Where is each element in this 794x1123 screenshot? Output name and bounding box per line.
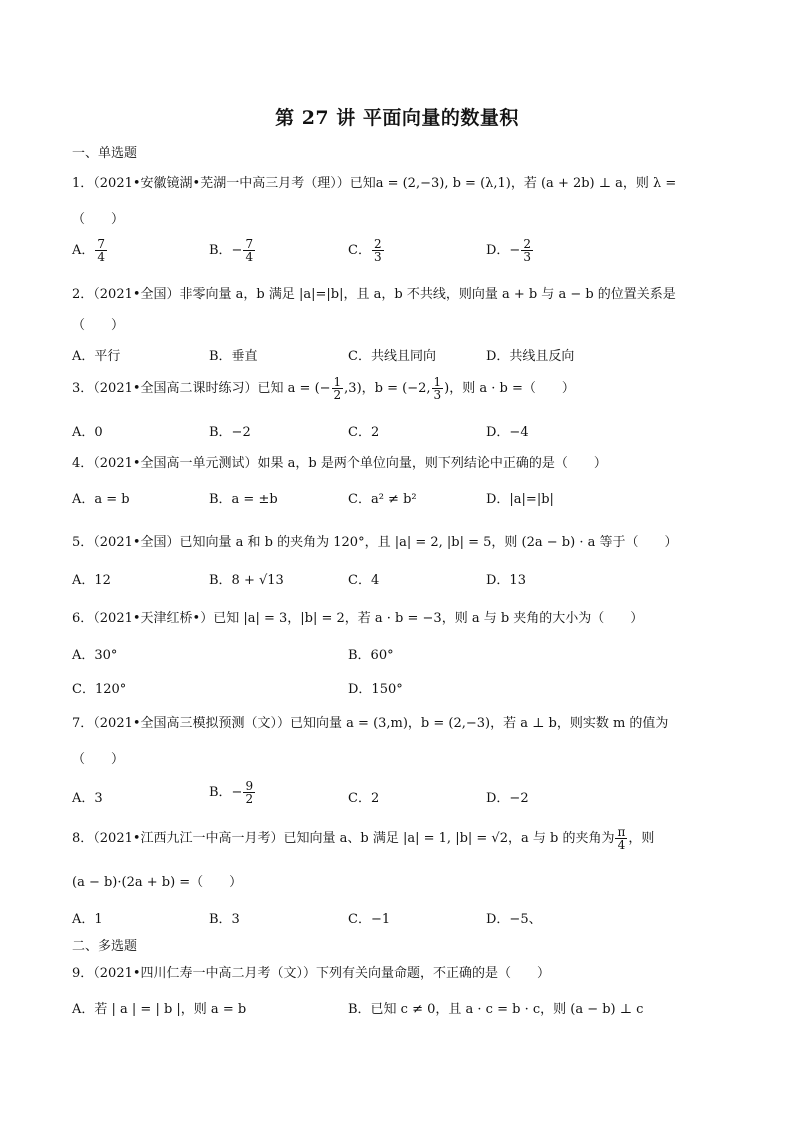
question-8-stem [72, 826, 654, 851]
question-8-text-post: ，则 [628, 831, 655, 846]
denominator: 4 [245, 250, 254, 264]
option-label: C． [348, 243, 371, 258]
question-1-math: a = (2,−3), b = (λ,1)，若 (a + 2b) ⊥ a，则 λ = [375, 176, 677, 191]
denominator: 2 [245, 792, 254, 806]
question-7-option-b [209, 780, 256, 805]
denominator: 4 [617, 838, 626, 852]
question-6-option-a: A．30° [72, 648, 118, 663]
question-3-text-post: )，则 a · b =（ ） [444, 381, 575, 396]
question-7-option-d: D．−2 [486, 791, 529, 806]
question-3-option-b: B．−2 [209, 425, 251, 440]
question-2-option-b: B．垂直 [209, 349, 258, 364]
denominator: 3 [523, 250, 531, 264]
question-4-stem: 4．（2021•全国高一单元测试）如果 a，b 是两个单位向量，则下列结论中正确的是（ ） [72, 456, 607, 471]
question-5-option-b: B．8 + √13 [209, 573, 284, 588]
question-3-option-a: A．0 [72, 425, 103, 440]
question-6-option-d: D．150° [348, 682, 403, 697]
question-1-option-a [72, 238, 108, 263]
question-3-stem [72, 376, 575, 401]
question-3-option-c: C．2 [348, 425, 380, 440]
denominator: 2 [333, 388, 342, 402]
numerator: 1 [333, 375, 342, 389]
question-6-option-b: B．60° [348, 648, 394, 663]
question-2-option-d: D．共线且反向 [486, 349, 575, 364]
question-3-text-mid: ,3)，b = (−2, [344, 381, 431, 396]
fraction [243, 238, 255, 263]
question-5-stem: 5．（2021•全国）已知向量 a 和 b 的夹角为 120°，且 |a| = 2, |b| = 5，则 (2a − b) · a 等于（ ） [72, 535, 678, 550]
question-6-option-c: C．120° [72, 682, 127, 697]
question-4-option-b: B．a = ±b [209, 492, 278, 507]
question-9-stem: 9．（2021•四川仁寿一中高二月考（文））下列有关向量命题，不正确的是（ ） [72, 966, 551, 981]
question-1-text: 1．（2021•安徽镜湖•芜湖一中高三月考（理））已知 [72, 176, 376, 191]
fraction [332, 376, 344, 401]
denominator: 3 [373, 250, 382, 264]
question-4-option-c: C．a² ≠ b² [348, 492, 417, 507]
question-4-option-d: D．|a|=|b| [486, 492, 554, 507]
fraction [521, 238, 533, 263]
numerator: 7 [245, 237, 254, 251]
question-9-option-a: A．若 | a | = | b |，则 a = b [72, 1002, 247, 1017]
question-7-stem: 7．（2021•全国高三模拟预测（文））已知向量 a = (3,m)，b = (2,−3)，若 a ⊥ b，则实数 m 的值为 [72, 716, 669, 731]
denominator: 4 [97, 250, 106, 264]
question-6-stem: 6．（2021•天津红桥•）已知 |a| = 3，|b| = 2，若 a · b = −3，则 a 与 b 夹角的大小为（ ） [72, 611, 644, 626]
question-7-option-c: C．2 [348, 791, 380, 806]
question-7-blank: （ ） [72, 752, 125, 767]
question-5-option-a: A．12 [72, 573, 111, 588]
question-8-option-b: B．3 [209, 912, 240, 927]
option-label: B．− [209, 785, 243, 800]
numerator: π [617, 825, 626, 839]
question-5-option-c: C．4 [348, 573, 380, 588]
fraction [243, 780, 255, 805]
page-title: 第 27 讲 平面向量的数量积 [275, 107, 519, 129]
option-label: D．− [486, 243, 521, 258]
question-3-text: 3．（2021•全国高二课时练习）已知 a = (− [72, 381, 331, 396]
question-1-option-d [486, 238, 534, 263]
section-multiple-choice: 二、多选题 [72, 939, 138, 954]
question-7-option-a: A．3 [72, 791, 103, 806]
question-2-stem: 2．（2021•全国）非零向量 a，b 满足 |a|=|b|，且 a，b 不共线，则向量 a + b 与 a − b 的位置关系是 [72, 287, 676, 302]
fraction [615, 826, 627, 851]
question-1-blank: （ ） [72, 212, 125, 227]
question-2-option-a: A．平行 [72, 349, 121, 364]
question-5-option-d: D．13 [486, 573, 526, 588]
question-1-stem [72, 172, 676, 191]
numerator: 7 [97, 237, 106, 251]
question-1-option-b [209, 238, 256, 263]
numerator: 9 [245, 779, 254, 793]
option-label: A． [72, 243, 95, 258]
question-8-line2: (a − b)·(2a + b) =（ ） [72, 875, 243, 890]
question-8-text: 8．（2021•江西九江一中高一月考）已知向量 a、b 满足 |a| = 1, |b| = √2，a 与 b 的夹角为 [72, 831, 615, 846]
section-single-choice: 一、单选题 [72, 146, 138, 161]
question-2-option-c: C．共线且同向 [348, 349, 436, 364]
fraction [372, 238, 384, 263]
question-8-option-c: C．−1 [348, 912, 391, 927]
question-9-option-b: B．已知 c ≠ 0，且 a · c = b · c，则 (a − b) ⊥ c [348, 1002, 644, 1017]
question-4-option-a: A．a = b [72, 492, 130, 507]
question-8-option-a: A．1 [72, 912, 103, 927]
fraction [95, 238, 107, 263]
numerator: 1 [433, 375, 442, 389]
numerator: 2 [523, 237, 531, 251]
question-2-blank: （ ） [72, 318, 125, 333]
question-1-option-c [348, 238, 385, 263]
option-label: B．− [209, 243, 243, 258]
question-3-option-d: D．−4 [486, 425, 529, 440]
fraction [432, 376, 444, 401]
question-8-option-d: D．−5、 [486, 912, 542, 927]
numerator: 2 [373, 237, 382, 251]
denominator: 3 [433, 388, 442, 402]
